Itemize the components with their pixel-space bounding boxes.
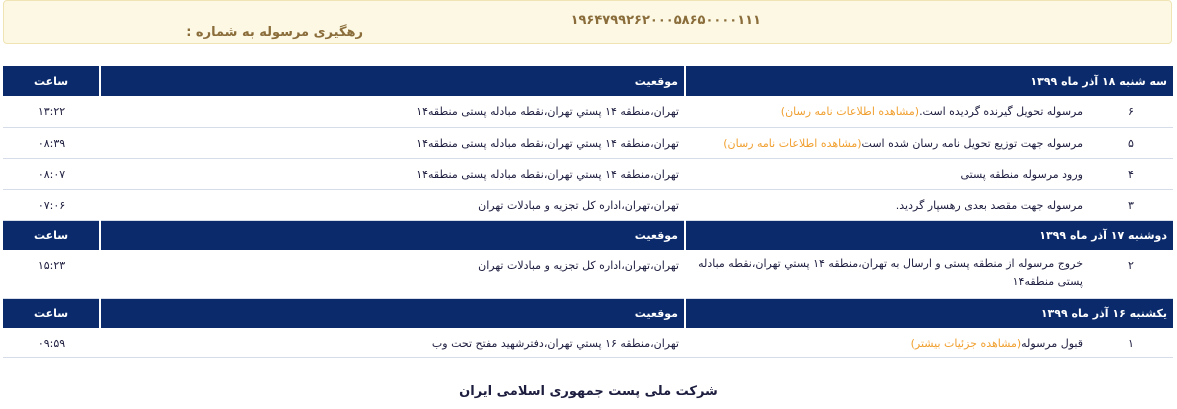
event-index: ۵ bbox=[1089, 127, 1173, 158]
event-row bbox=[3, 189, 1173, 220]
event-row bbox=[3, 250, 1173, 298]
event-time: ۰۸:۳۹ bbox=[3, 127, 100, 158]
tracking-number: ۱۹۶۴۷۹۹۲۶۲۰۰۰۵۸۶۵۰۰۰۰۱۱۱ bbox=[570, 13, 761, 28]
event-time: ۱۳:۲۲ bbox=[3, 96, 100, 127]
event-description bbox=[685, 96, 1089, 127]
view-postman-info-link[interactable]: (مشاهده اطلاعات نامه رسان) bbox=[780, 105, 920, 118]
event-time: ۰۹:۵۹ bbox=[3, 328, 100, 357]
event-description bbox=[685, 127, 1089, 158]
event-description bbox=[685, 328, 1089, 357]
event-time: ۱۵:۲۳ bbox=[3, 250, 100, 298]
event-location: تهران،منطقه ۱۴ پستي تهران،نقطه مبادله پستی منطقه۱۴ bbox=[100, 96, 685, 127]
time-header: ساعت bbox=[3, 220, 100, 250]
event-row bbox=[3, 158, 1173, 189]
location-header: موقعیت bbox=[100, 298, 685, 328]
event-time: ۰۸:۰۷ bbox=[3, 158, 100, 189]
event-text: قبول مرسوله bbox=[1021, 337, 1083, 350]
day-header bbox=[3, 220, 1173, 250]
event-row bbox=[3, 127, 1173, 158]
day-date: دوشنبه ۱۷ آذر ماه ۱۳۹۹ bbox=[685, 220, 1173, 250]
day-header bbox=[3, 66, 1173, 96]
tracking-banner bbox=[3, 0, 1172, 44]
event-index: ۳ bbox=[1089, 189, 1173, 220]
day-header bbox=[3, 298, 1173, 328]
event-text: مرسوله تحویل گیرنده گردیده است. bbox=[919, 105, 1083, 118]
location-header: موقعیت bbox=[100, 220, 685, 250]
tracking-label: رهگیری مرسوله به شماره : bbox=[186, 25, 363, 40]
time-header: ساعت bbox=[3, 66, 100, 96]
event-row bbox=[3, 328, 1173, 357]
footer-company-name: شرکت ملی پست جمهوری اسلامی ایران bbox=[459, 384, 718, 399]
event-description: خروج مرسوله از منطقه پستی و ارسال به تهران،منطقه ۱۴ پستي تهران،نقطه مبادله پستی منطقه۱۴ bbox=[685, 250, 1089, 298]
view-postman-info-link[interactable]: (مشاهده اطلاعات نامه رسان) bbox=[723, 136, 862, 150]
event-index: ۴ bbox=[1089, 158, 1173, 189]
event-time: ۰۷:۰۶ bbox=[3, 189, 100, 220]
event-row bbox=[3, 96, 1173, 127]
event-location: تهران،تهران،اداره کل تجزیه و مبادلات تهران bbox=[100, 250, 685, 298]
event-text: مرسوله جهت توزیع تحویل نامه رسان شده است bbox=[861, 136, 1083, 150]
tracking-table bbox=[3, 66, 1173, 358]
event-description: مرسوله جهت مقصد بعدی رهسپار گردید. bbox=[685, 189, 1089, 220]
event-index: ۱ bbox=[1089, 328, 1173, 357]
location-header: موقعیت bbox=[100, 66, 685, 96]
day-date: سه شنبه ۱۸ آذر ماه ۱۳۹۹ bbox=[685, 66, 1173, 96]
event-description: ورود مرسوله منطقه پستی bbox=[685, 158, 1089, 189]
time-header: ساعت bbox=[3, 298, 100, 328]
event-index: ۲ bbox=[1089, 250, 1173, 298]
event-location: تهران،منطقه ۱۶ پستي تهران،دفترشهید مفتح تحت وب bbox=[100, 328, 685, 357]
event-location: تهران،منطقه ۱۴ پستي تهران،نقطه مبادله پستی منطقه۱۴ bbox=[100, 158, 685, 189]
tracking-title bbox=[186, 13, 767, 40]
view-more-details-link[interactable]: (مشاهده جزئیات بیشتر) bbox=[910, 337, 1022, 350]
event-location: تهران،تهران،اداره کل تجزیه و مبادلات تهران bbox=[100, 189, 685, 220]
event-index: ۶ bbox=[1089, 96, 1173, 127]
day-date: یکشنبه ۱۶ آذر ماه ۱۳۹۹ bbox=[685, 298, 1173, 328]
event-location: تهران،منطقه ۱۴ پستي تهران،نقطه مبادله پستی منطقه۱۴ bbox=[100, 127, 685, 158]
